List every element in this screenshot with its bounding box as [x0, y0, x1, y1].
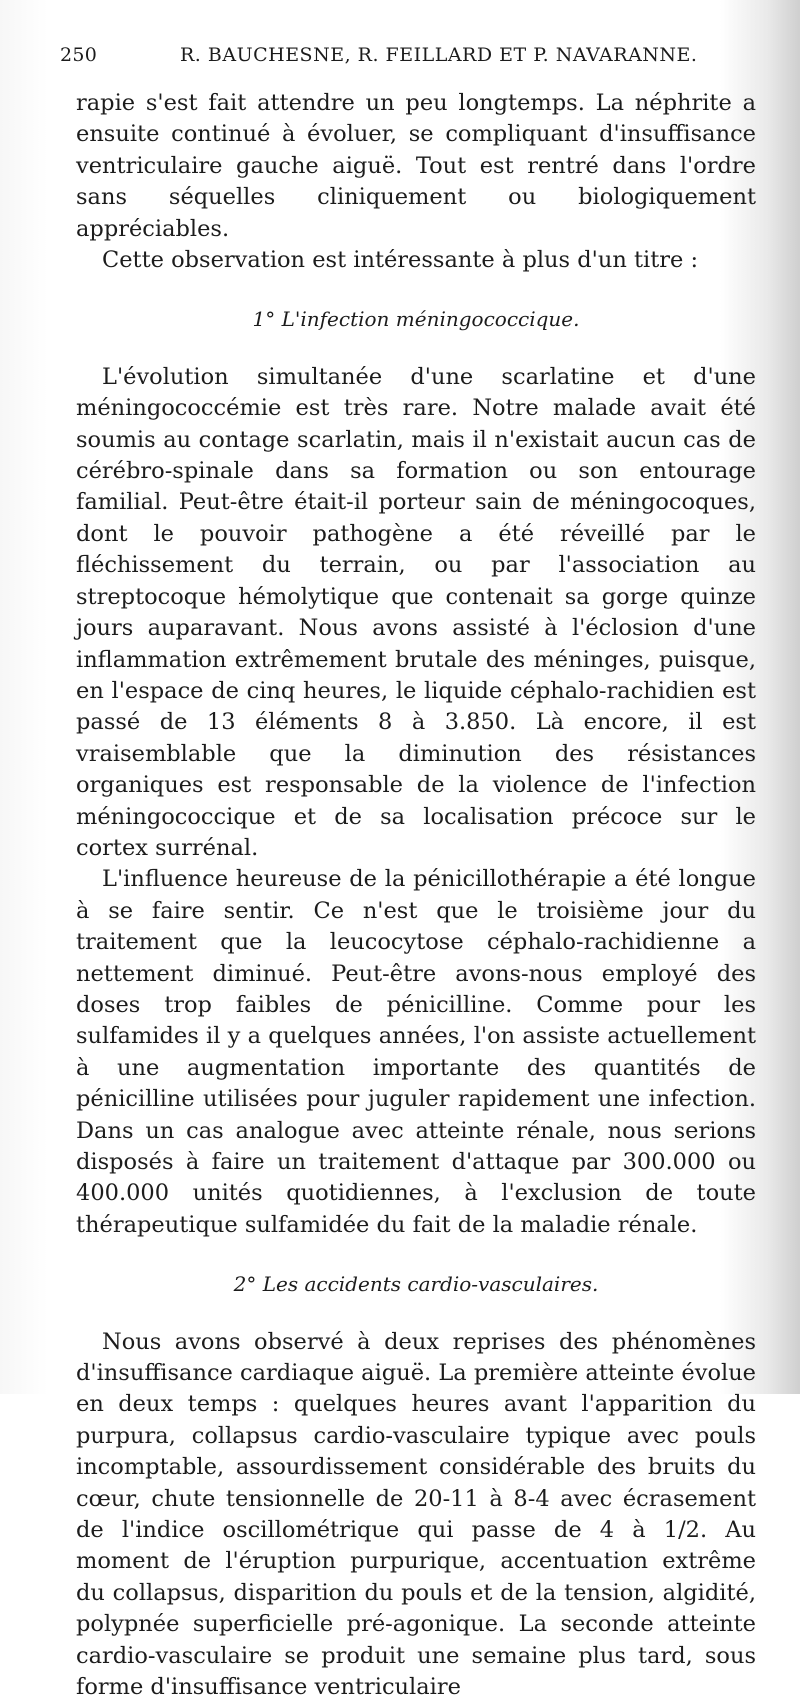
paragraph: Cette observation est intéressante à plus d'un titre :: [102, 247, 699, 274]
paragraph: rapie s'est fait attendre un peu longtemps. La néphrite a ensuite continué à évoluer, se compliquant d'insuffisance ventriculaire gauche aiguë. Tout est rentré dans l'ordre sans séquelles cliniquement ou biologiquement appréciables.: [76, 90, 756, 242]
running-head: R. BAUCHESNE, R. FEILLARD ET P. NAVARANNE.: [180, 44, 698, 66]
section-heading: 2° Les accidents cardio-vasculaires.: [233, 1272, 599, 1297]
page-number: 250: [60, 44, 98, 66]
paragraph: L'influence heureuse de la pénicillothérapie a été longue à se faire sentir. Ce n'est que le troisième jour du traitement que la leucocytose céphalo-rachidienne a nettement diminué. Peut-être avons-nous employé des doses trop faibles de pénicilline. Comme pour les sulfamides il y a quelques années, l'on assiste actuellement à une augmentation importante des quantités de pénicilline utilisées pour juguler rapidement une infection. Dans un cas analogue avec atteinte rénale, nous serions disposés à faire un traitement d'attaque par 300.000 ou 400.000 unités quotidiennes, à l'exclusion de toute thérapeutique sulfamidée du fait de la maladie rénale.: [76, 866, 756, 1238]
paragraph: L'évolution simultanée d'une scarlatine et d'une méningococcémie est très rare. Notre malade avait été soumis au contage scarlatin, mais il n'existait aucun cas de cérébro-spinale dans sa formation ou son entourage familial. Peut-être était-il porteur sain de méningocoques, dont le pouvoir pathogène a été réveillé par le fléchissement du terrain, ou par l'association au streptocoque hémolytique que contenait sa gorge quinze jours auparavant. Nous avons assisté à l'éclosion d'une inflammation extrêmement brutale des méninges, puisque, en l'espace de cinq heures, le liquide céphalo-rachidien est passé de 13 éléments 8 à 3.850. Là encore, il est vraisemblable que la diminution des résistances organiques est responsable de la violence de l'infection méningococcique et de sa localisation précoce sur le cortex surrénal.: [76, 363, 756, 861]
paragraph: Nous avons observé à deux reprises des phénomènes d'insuffisance cardiaque aiguë. La première atteinte évolue en deux temps : quelques heures avant l'apparition du purpura, collapsus cardio-vasculaire typique avec pouls incomptable, assourdissement considérable des bruits du cœur, chute tensionnelle de 20-11 à 8-4 avec écrasement de l'indice oscillométrique qui passe de 4 à 1/2. Au moment de l'éruption purpurique, accentuation extrême du collapsus, disparition du pouls et de la tension, algidité, polypnée superficielle pré-agonique. La seconde atteinte cardio-vasculaire se produit une semaine plus tard, sous forme d'insuffisance ventriculaire: [76, 1328, 756, 1701]
body-text: [76, 88, 756, 1704]
page-header: [60, 44, 760, 76]
section-heading: 1° L'infection méningococcique.: [252, 307, 580, 332]
